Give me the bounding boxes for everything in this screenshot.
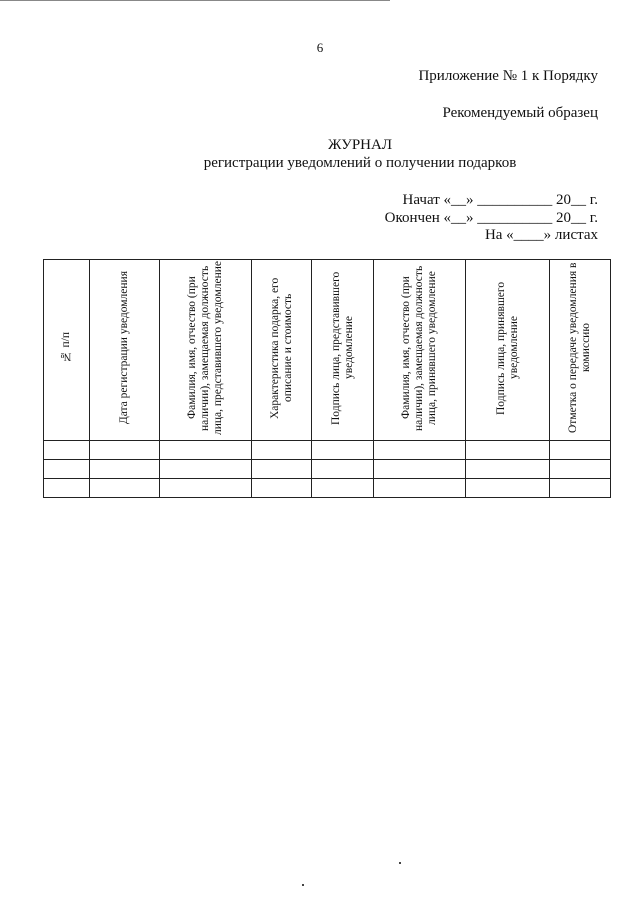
column-header-submitter-signature: Подпись лица, представившего уведомление [312, 260, 374, 441]
column-header-submitter-name: Фамилия, имя, отчество (при наличии), замещаемая должность лица, представившего уведомление [160, 260, 252, 441]
sheets-count-line: На «____» листах [484, 227, 598, 243]
ended-date-line: Окончен «__» __________ 20__ г. [384, 210, 598, 226]
sample-label: Рекомендуемый образец [442, 105, 598, 121]
table-row [44, 479, 611, 498]
table-row [44, 460, 611, 479]
scan-speck [399, 862, 401, 864]
column-header-registration-date: Дата регистрации уведомления [90, 260, 160, 441]
table-row [44, 441, 611, 460]
column-header-number: № п/п [44, 260, 90, 441]
table-header-row [44, 260, 611, 441]
column-header-receiver-signature: Подпись лица, принявшего уведомление [466, 260, 550, 441]
document-title: ЖУРНАЛ [327, 137, 393, 153]
document-subtitle: регистрации уведомлений о получении подарков [203, 155, 517, 171]
column-header-commission-mark: Отметка о передаче уведомления в комиссию [550, 260, 611, 441]
page-number: 6 [316, 40, 324, 55]
column-header-gift-description: Характеристика подарка, его описание и стоимость [252, 260, 312, 441]
top-border-line [0, 0, 390, 1]
column-header-receiver-name: Фамилия, имя, отчество (при наличии), замещаемая должность лица, принявшего уведомление [374, 260, 466, 441]
appendix-reference: Приложение № 1 к Порядку [418, 68, 598, 84]
scan-speck [302, 884, 304, 886]
registration-log-table [43, 259, 611, 498]
started-date-line: Начат «__» __________ 20__ г. [402, 192, 598, 208]
